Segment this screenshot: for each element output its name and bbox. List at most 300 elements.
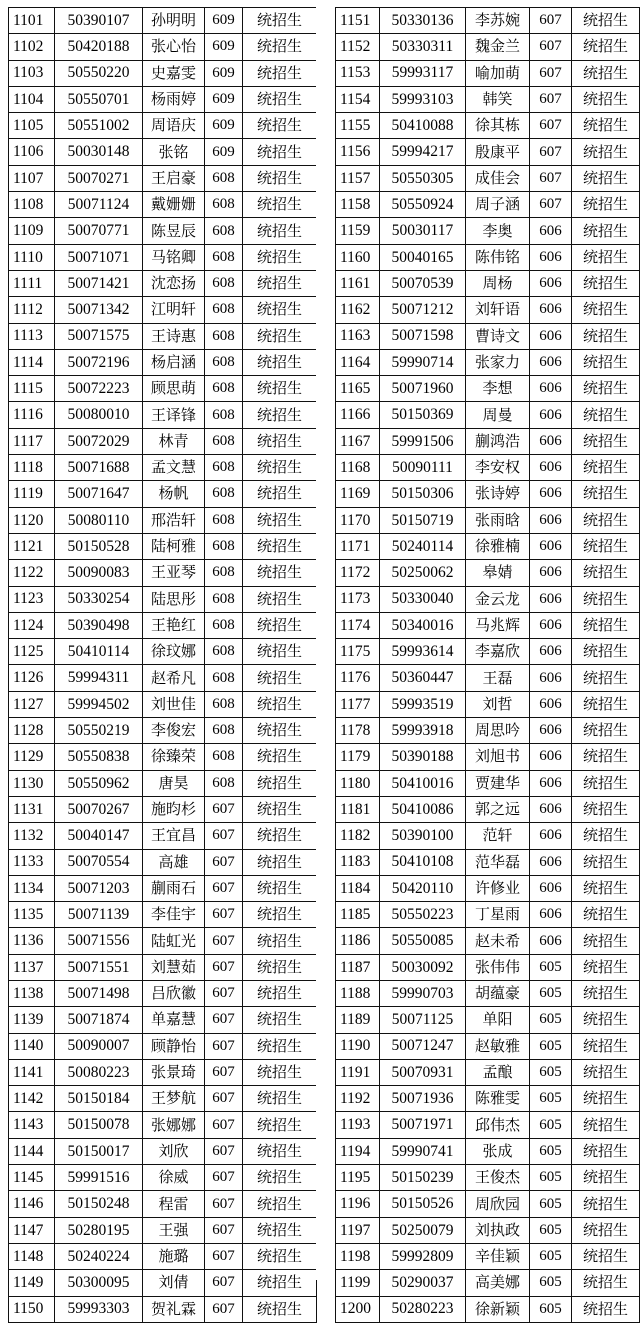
admission-type-cell: 统招生 [243, 1217, 317, 1243]
score-cell: 605 [530, 1270, 572, 1296]
student-id-cell: 59993303 [55, 1296, 143, 1322]
student-id-cell: 59990703 [380, 980, 466, 1006]
admission-type-cell: 统招生 [572, 323, 640, 349]
student-name-cell: 张伟伟 [466, 954, 530, 980]
admission-type-cell: 统招生 [243, 1243, 317, 1269]
admission-type-cell: 统招生 [243, 980, 317, 1006]
student-name-cell: 赵未希 [466, 928, 530, 954]
admission-type-cell: 统招生 [572, 1138, 640, 1164]
student-name-cell: 高雄 [143, 849, 205, 875]
score-cell: 607 [205, 980, 243, 1006]
row-number-cell: 1128 [9, 718, 55, 744]
student-id-cell: 50071556 [55, 928, 143, 954]
row-number-cell: 1193 [336, 1112, 380, 1138]
score-cell: 608 [205, 165, 243, 191]
student-name-cell: 王磊 [466, 665, 530, 691]
student-name-cell: 张诗婷 [466, 481, 530, 507]
table-row [336, 1086, 640, 1112]
student-name-cell: 王亚琴 [143, 560, 205, 586]
student-name-cell: 陆虹光 [143, 928, 205, 954]
left-table [8, 7, 317, 1323]
student-name-cell: 张雨晗 [466, 507, 530, 533]
student-name-cell: 单阳 [466, 1007, 530, 1033]
row-number-cell: 1175 [336, 639, 380, 665]
table-row [9, 323, 317, 349]
student-name-cell: 刘慧茹 [143, 954, 205, 980]
student-id-cell: 50071212 [380, 297, 466, 323]
row-number-cell: 1171 [336, 533, 380, 559]
student-name-cell: 贺礼霖 [143, 1296, 205, 1322]
table-row [9, 1138, 317, 1164]
student-name-cell: 顾静怡 [143, 1033, 205, 1059]
row-number-cell: 1119 [9, 481, 55, 507]
score-cell: 606 [530, 796, 572, 822]
row-number-cell: 1178 [336, 718, 380, 744]
student-name-cell: 胡蕴豪 [466, 980, 530, 1006]
student-id-cell: 50070539 [380, 270, 466, 296]
student-id-cell: 50071421 [55, 270, 143, 296]
student-name-cell: 王艳红 [143, 612, 205, 638]
admission-type-cell: 统招生 [243, 718, 317, 744]
score-cell: 609 [205, 8, 243, 34]
admission-type-cell: 统招生 [572, 1243, 640, 1269]
student-id-cell: 59994217 [380, 139, 466, 165]
row-number-cell: 1173 [336, 586, 380, 612]
admission-type-cell: 统招生 [243, 165, 317, 191]
table-row [9, 376, 317, 402]
row-number-cell: 1126 [9, 665, 55, 691]
score-cell: 606 [530, 823, 572, 849]
score-cell: 608 [205, 428, 243, 454]
student-name-cell: 刘旭书 [466, 744, 530, 770]
admission-type-cell: 统招生 [572, 691, 640, 717]
student-name-cell: 周欣园 [466, 1191, 530, 1217]
student-name-cell: 施昀杉 [143, 796, 205, 822]
student-id-cell: 59994311 [55, 665, 143, 691]
admission-type-cell: 统招生 [572, 60, 640, 86]
student-id-cell: 50390188 [380, 744, 466, 770]
score-cell: 605 [530, 980, 572, 1006]
row-number-cell: 1142 [9, 1086, 55, 1112]
admission-type-cell: 统招生 [243, 533, 317, 559]
score-cell: 607 [205, 1217, 243, 1243]
student-name-cell: 喻加萌 [466, 60, 530, 86]
score-cell: 606 [530, 428, 572, 454]
admission-type-cell: 统招生 [243, 376, 317, 402]
admission-type-cell: 统招生 [572, 1007, 640, 1033]
student-id-cell: 50080223 [55, 1059, 143, 1085]
student-id-cell: 50330136 [380, 8, 466, 34]
row-number-cell: 1165 [336, 376, 380, 402]
row-number-cell: 1137 [9, 954, 55, 980]
score-cell: 605 [530, 954, 572, 980]
student-name-cell: 杨帆 [143, 481, 205, 507]
student-id-cell: 50550223 [380, 902, 466, 928]
score-cell: 608 [205, 349, 243, 375]
student-name-cell: 杨雨婷 [143, 86, 205, 112]
admission-type-cell: 统招生 [572, 902, 640, 928]
table-row [9, 586, 317, 612]
student-name-cell: 徐其栋 [466, 113, 530, 139]
student-id-cell: 59994502 [55, 691, 143, 717]
row-number-cell: 1194 [336, 1138, 380, 1164]
admission-type-cell: 统招生 [572, 455, 640, 481]
student-id-cell: 50072196 [55, 349, 143, 375]
student-name-cell: 周思吟 [466, 718, 530, 744]
student-name-cell: 张心怡 [143, 34, 205, 60]
student-id-cell: 50410114 [55, 639, 143, 665]
student-id-cell: 50300095 [55, 1270, 143, 1296]
row-number-cell: 1127 [9, 691, 55, 717]
student-id-cell: 50071688 [55, 455, 143, 481]
student-id-cell: 59990741 [380, 1138, 466, 1164]
student-id-cell: 50390107 [55, 8, 143, 34]
student-id-cell: 59992809 [380, 1243, 466, 1269]
student-name-cell: 成佳会 [466, 165, 530, 191]
student-name-cell: 刘轩语 [466, 297, 530, 323]
admission-type-cell: 统招生 [572, 8, 640, 34]
table-row [336, 533, 640, 559]
admission-type-cell: 统招生 [572, 34, 640, 60]
table-row [336, 980, 640, 1006]
student-name-cell: 王宜昌 [143, 823, 205, 849]
table-row [9, 270, 317, 296]
table-row [336, 612, 640, 638]
admission-type-cell: 统招生 [572, 849, 640, 875]
admission-type-cell: 统招生 [243, 849, 317, 875]
admission-type-cell: 统招生 [243, 8, 317, 34]
row-number-cell: 1181 [336, 796, 380, 822]
student-name-cell: 陆思彤 [143, 586, 205, 612]
row-number-cell: 1153 [336, 60, 380, 86]
student-id-cell: 50071960 [380, 376, 466, 402]
admission-type-cell: 统招生 [243, 1007, 317, 1033]
row-number-cell: 1117 [9, 428, 55, 454]
row-number-cell: 1172 [336, 560, 380, 586]
table-row [336, 1112, 640, 1138]
row-number-cell: 1179 [336, 744, 380, 770]
table-row [336, 560, 640, 586]
student-id-cell: 50410016 [380, 770, 466, 796]
student-id-cell: 50072029 [55, 428, 143, 454]
admission-type-cell: 统招生 [572, 507, 640, 533]
student-id-cell: 50330254 [55, 586, 143, 612]
student-name-cell: 徐玟娜 [143, 639, 205, 665]
admission-type-cell: 统招生 [572, 612, 640, 638]
table-row [9, 928, 317, 954]
admission-type-cell: 统招生 [243, 244, 317, 270]
student-id-cell: 50240114 [380, 533, 466, 559]
table-row [9, 349, 317, 375]
admission-type-cell: 统招生 [243, 586, 317, 612]
student-name-cell: 邢浩轩 [143, 507, 205, 533]
student-id-cell: 59993117 [380, 60, 466, 86]
student-name-cell: 蒯雨石 [143, 875, 205, 901]
student-id-cell: 50410088 [380, 113, 466, 139]
student-id-cell: 50551002 [55, 113, 143, 139]
table-row [9, 34, 317, 60]
admission-type-cell: 统招生 [243, 875, 317, 901]
row-number-cell: 1139 [9, 1007, 55, 1033]
row-number-cell: 1112 [9, 297, 55, 323]
student-id-cell: 50071203 [55, 875, 143, 901]
student-id-cell: 50550219 [55, 718, 143, 744]
admission-type-cell: 统招生 [243, 1270, 317, 1296]
student-id-cell: 50550924 [380, 192, 466, 218]
student-name-cell: 刘执政 [466, 1217, 530, 1243]
row-number-cell: 1108 [9, 192, 55, 218]
student-id-cell: 50280223 [380, 1296, 466, 1322]
admission-type-cell: 统招生 [243, 796, 317, 822]
score-cell: 605 [530, 1243, 572, 1269]
student-id-cell: 50390100 [380, 823, 466, 849]
row-number-cell: 1182 [336, 823, 380, 849]
score-cell: 607 [205, 1086, 243, 1112]
table-row [336, 60, 640, 86]
student-id-cell: 50071139 [55, 902, 143, 928]
student-name-cell: 张成 [466, 1138, 530, 1164]
table-row [336, 1033, 640, 1059]
score-cell: 608 [205, 639, 243, 665]
score-cell: 607 [205, 849, 243, 875]
score-cell: 608 [205, 297, 243, 323]
score-cell: 608 [205, 560, 243, 586]
student-name-cell: 李佳宇 [143, 902, 205, 928]
row-number-cell: 1163 [336, 323, 380, 349]
row-number-cell: 1180 [336, 770, 380, 796]
row-number-cell: 1170 [336, 507, 380, 533]
student-name-cell: 魏金兰 [466, 34, 530, 60]
table-row [9, 902, 317, 928]
table-row [9, 1270, 317, 1296]
admission-type-cell: 统招生 [572, 218, 640, 244]
table-row [336, 507, 640, 533]
student-id-cell: 50150017 [55, 1138, 143, 1164]
table-row [9, 139, 317, 165]
table-row [9, 980, 317, 1006]
admission-type-cell: 统招生 [572, 1086, 640, 1112]
student-id-cell: 50150184 [55, 1086, 143, 1112]
score-cell: 605 [530, 1138, 572, 1164]
student-name-cell: 唐昊 [143, 770, 205, 796]
student-id-cell: 50071971 [380, 1112, 466, 1138]
student-name-cell: 王俊杰 [466, 1165, 530, 1191]
student-id-cell: 50410108 [380, 849, 466, 875]
admission-type-cell: 统招生 [243, 1138, 317, 1164]
table-row [336, 586, 640, 612]
row-number-cell: 1135 [9, 902, 55, 928]
row-number-cell: 1197 [336, 1217, 380, 1243]
student-id-cell: 50040165 [380, 244, 466, 270]
row-number-cell: 1141 [9, 1059, 55, 1085]
table-row [9, 86, 317, 112]
right-table [335, 7, 640, 1323]
admission-type-cell: 统招生 [243, 1165, 317, 1191]
student-name-cell: 孟文慧 [143, 455, 205, 481]
admission-type-cell: 统招生 [572, 1296, 640, 1322]
score-cell: 605 [530, 1033, 572, 1059]
student-name-cell: 马兆辉 [466, 612, 530, 638]
student-id-cell: 50550220 [55, 60, 143, 86]
row-number-cell: 1176 [336, 665, 380, 691]
score-cell: 605 [530, 1191, 572, 1217]
score-cell: 606 [530, 612, 572, 638]
table-row [9, 428, 317, 454]
student-name-cell: 皋婧 [466, 560, 530, 586]
row-number-cell: 1157 [336, 165, 380, 191]
student-id-cell: 50071071 [55, 244, 143, 270]
score-cell: 607 [530, 113, 572, 139]
student-name-cell: 杨启涵 [143, 349, 205, 375]
row-number-cell: 1107 [9, 165, 55, 191]
score-cell: 605 [530, 1112, 572, 1138]
table-row [9, 402, 317, 428]
student-name-cell: 单嘉慧 [143, 1007, 205, 1033]
student-name-cell: 范华磊 [466, 849, 530, 875]
admission-type-cell: 统招生 [572, 86, 640, 112]
student-id-cell: 50550701 [55, 86, 143, 112]
score-cell: 607 [205, 954, 243, 980]
score-cell: 608 [205, 691, 243, 717]
student-name-cell: 丁星雨 [466, 902, 530, 928]
student-id-cell: 50360447 [380, 665, 466, 691]
student-id-cell: 50080110 [55, 507, 143, 533]
table-row [336, 455, 640, 481]
student-id-cell: 50150306 [380, 481, 466, 507]
admission-type-cell: 统招生 [243, 1086, 317, 1112]
score-cell: 605 [530, 1086, 572, 1112]
admission-type-cell: 统招生 [572, 928, 640, 954]
student-id-cell: 50150248 [55, 1191, 143, 1217]
score-cell: 606 [530, 718, 572, 744]
left-table-body [9, 8, 317, 1323]
student-id-cell: 50070554 [55, 849, 143, 875]
score-cell: 608 [205, 244, 243, 270]
student-name-cell: 林青 [143, 428, 205, 454]
student-name-cell: 吕欣徽 [143, 980, 205, 1006]
table-row [336, 770, 640, 796]
score-cell: 607 [530, 86, 572, 112]
row-number-cell: 1155 [336, 113, 380, 139]
student-name-cell: 徐威 [143, 1165, 205, 1191]
score-cell: 607 [205, 902, 243, 928]
row-number-cell: 1145 [9, 1165, 55, 1191]
table-row [336, 270, 640, 296]
student-id-cell: 50090111 [380, 455, 466, 481]
row-number-cell: 1114 [9, 349, 55, 375]
student-name-cell: 戴姗姗 [143, 192, 205, 218]
row-number-cell: 1196 [336, 1191, 380, 1217]
row-number-cell: 1189 [336, 1007, 380, 1033]
student-name-cell: 金云龙 [466, 586, 530, 612]
student-id-cell: 50330311 [380, 34, 466, 60]
score-cell: 607 [205, 875, 243, 901]
student-id-cell: 50071647 [55, 481, 143, 507]
table-row [9, 1033, 317, 1059]
score-cell: 606 [530, 665, 572, 691]
student-name-cell: 刘倩 [143, 1270, 205, 1296]
student-name-cell: 王梦航 [143, 1086, 205, 1112]
row-number-cell: 1143 [9, 1112, 55, 1138]
student-id-cell: 50070271 [55, 165, 143, 191]
admission-type-cell: 统招生 [572, 244, 640, 270]
admission-type-cell: 统招生 [572, 165, 640, 191]
admission-type-cell: 统招生 [243, 218, 317, 244]
student-id-cell: 59991516 [55, 1165, 143, 1191]
score-cell: 606 [530, 507, 572, 533]
admission-type-cell: 统招生 [572, 1112, 640, 1138]
student-id-cell: 50250062 [380, 560, 466, 586]
score-cell: 607 [205, 1033, 243, 1059]
student-name-cell: 徐新颖 [466, 1296, 530, 1322]
row-number-cell: 1144 [9, 1138, 55, 1164]
table-row [336, 1217, 640, 1243]
right-table-body [336, 8, 640, 1323]
student-id-cell: 50071342 [55, 297, 143, 323]
row-number-cell: 1120 [9, 507, 55, 533]
row-number-cell: 1132 [9, 823, 55, 849]
student-name-cell: 赵敏雅 [466, 1033, 530, 1059]
student-name-cell: 贾建华 [466, 770, 530, 796]
row-number-cell: 1177 [336, 691, 380, 717]
student-name-cell: 孟酿 [466, 1059, 530, 1085]
student-id-cell: 50090083 [55, 560, 143, 586]
student-name-cell: 程雷 [143, 1191, 205, 1217]
row-number-cell: 1199 [336, 1270, 380, 1296]
score-cell: 607 [205, 796, 243, 822]
admission-type-cell: 统招生 [243, 34, 317, 60]
table-row [336, 1007, 640, 1033]
student-id-cell: 50150528 [55, 533, 143, 559]
student-name-cell: 孙明明 [143, 8, 205, 34]
student-name-cell: 施璐 [143, 1243, 205, 1269]
score-cell: 606 [530, 928, 572, 954]
admission-type-cell: 统招生 [572, 270, 640, 296]
table-row [9, 1191, 317, 1217]
student-id-cell: 50071598 [380, 323, 466, 349]
table-row [9, 796, 317, 822]
row-number-cell: 1198 [336, 1243, 380, 1269]
score-cell: 607 [205, 1191, 243, 1217]
student-name-cell: 辛佳颖 [466, 1243, 530, 1269]
admission-type-cell: 统招生 [243, 455, 317, 481]
table-row [336, 823, 640, 849]
row-number-cell: 1156 [336, 139, 380, 165]
admission-type-cell: 统招生 [572, 560, 640, 586]
student-id-cell: 50550085 [380, 928, 466, 954]
admission-type-cell: 统招生 [572, 481, 640, 507]
student-id-cell: 50071247 [380, 1033, 466, 1059]
score-cell: 605 [530, 1165, 572, 1191]
student-name-cell: 周杨 [466, 270, 530, 296]
admission-type-cell: 统招生 [572, 1191, 640, 1217]
table-row [336, 34, 640, 60]
student-name-cell: 马铭卿 [143, 244, 205, 270]
student-id-cell: 50030117 [380, 218, 466, 244]
score-cell: 607 [205, 1243, 243, 1269]
student-id-cell: 50550838 [55, 744, 143, 770]
student-name-cell: 周曼 [466, 402, 530, 428]
score-cell: 608 [205, 744, 243, 770]
student-id-cell: 50071124 [55, 192, 143, 218]
table-row [9, 455, 317, 481]
admission-type-cell: 统招生 [572, 402, 640, 428]
table-row [9, 507, 317, 533]
row-number-cell: 1151 [336, 8, 380, 34]
table-row [9, 1296, 317, 1322]
score-cell: 608 [205, 665, 243, 691]
score-cell: 608 [205, 770, 243, 796]
